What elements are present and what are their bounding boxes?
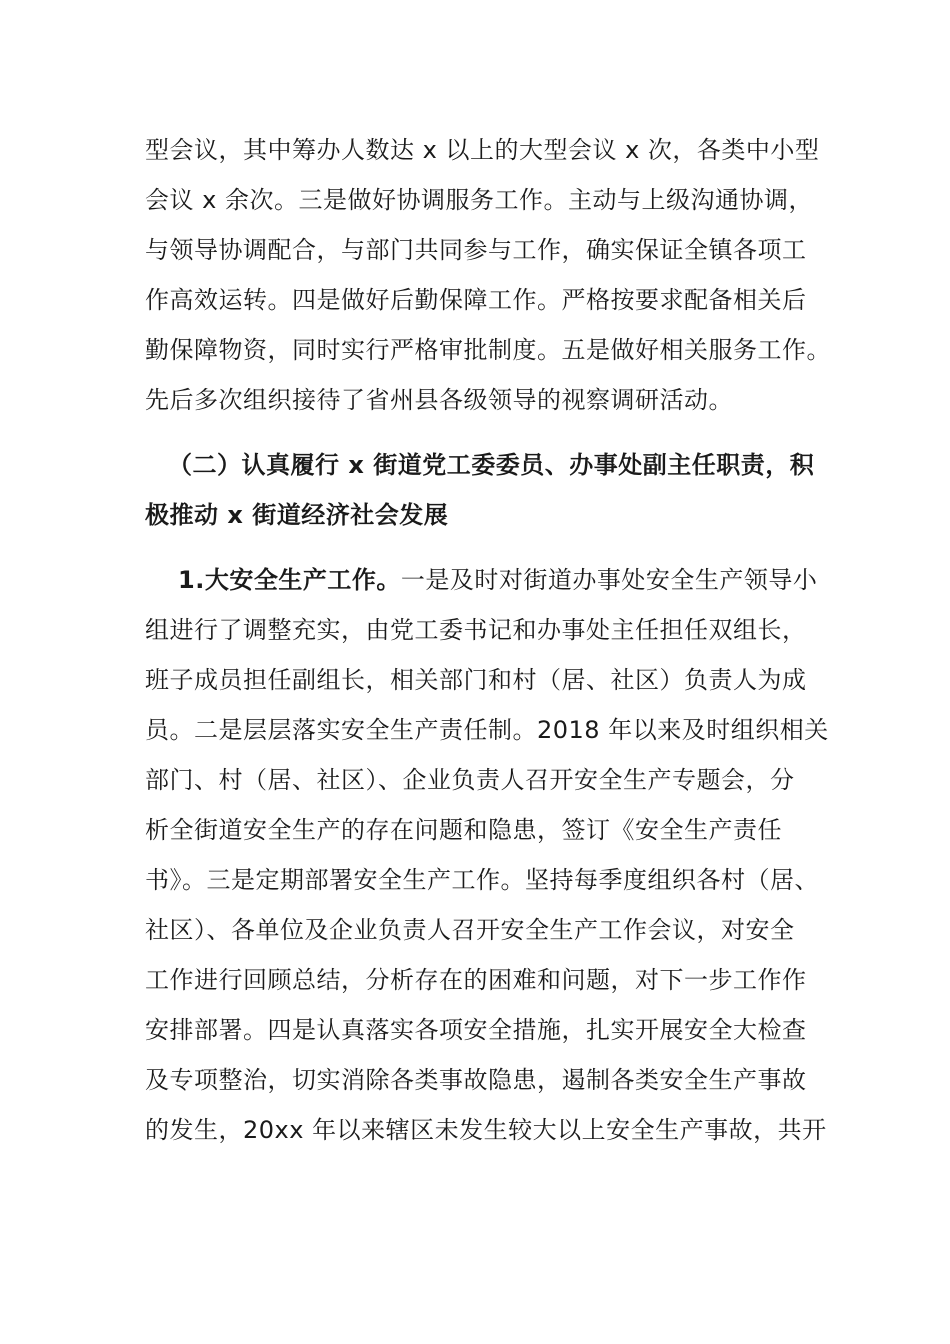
paragraph-line: 的发生，20xx 年以来辖区未发生较大以上安全生产事故，共开 xyxy=(145,1116,827,1144)
paragraph-line: 析全街道安全生产的存在问题和隐患，签订《安全生产责任 xyxy=(145,816,782,844)
section-heading-line: （二）认真履行 x 街道党工委委员、办事处副主任职责，积 xyxy=(168,451,815,479)
subsection-title: 1.大安全生产工作。 xyxy=(178,566,401,594)
paragraph-first-line xyxy=(178,555,817,605)
paragraph-line: 及专项整治，切实消除各类事故隐患，遏制各类安全生产事故 xyxy=(145,1066,807,1094)
paragraph-line: 工作进行回顾总结，分析存在的困难和问题，对下一步工作作 xyxy=(145,966,807,994)
paragraph-line: 员。二是层层落实安全生产责任制。2018 年以来及时组织相关 xyxy=(145,716,829,744)
section-heading-line: 极推动 x 街道经济社会发展 xyxy=(145,501,449,529)
paragraph-line: 社区）、各单位及企业负责人召开安全生产工作会议，对安全 xyxy=(145,916,795,944)
paragraph-line: 会议 x 余次。三是做好协调服务工作。主动与上级沟通协调， xyxy=(145,186,813,214)
paragraph-line: 班子成员担任副组长，相关部门和村（居、社区）负责人为成 xyxy=(145,666,807,694)
paragraph-line: 作高效运转。四是做好后勤保障工作。严格按要求配备相关后 xyxy=(145,286,807,314)
paragraph-line: 安排部署。四是认真落实各项安全措施，扎实开展安全大检查 xyxy=(145,1016,807,1044)
paragraph-line: 先后多次组织接待了省州县各级领导的视察调研活动。 xyxy=(145,386,733,414)
paragraph-text: 一是及时对街道办事处安全生产领导小 xyxy=(400,566,818,594)
paragraph-line: 勤保障物资，同时实行严格审批制度。五是做好相关服务工作。 xyxy=(145,336,831,364)
paragraph-line: 部门、村（居、社区）、企业负责人召开安全生产专题会，分 xyxy=(145,766,795,794)
paragraph-line: 型会议，其中筹办人数达 x 以上的大型会议 x 次，各类中小型 xyxy=(145,136,820,164)
paragraph-line: 与领导协调配合，与部门共同参与工作，确实保证全镇各项工 xyxy=(145,236,807,264)
paragraph-line: 书》。三是定期部署安全生产工作。坚持每季度组织各村（居、 xyxy=(145,866,819,894)
paragraph-line: 组进行了调整充实，由党工委书记和办事处主任担任双组长， xyxy=(145,616,807,644)
